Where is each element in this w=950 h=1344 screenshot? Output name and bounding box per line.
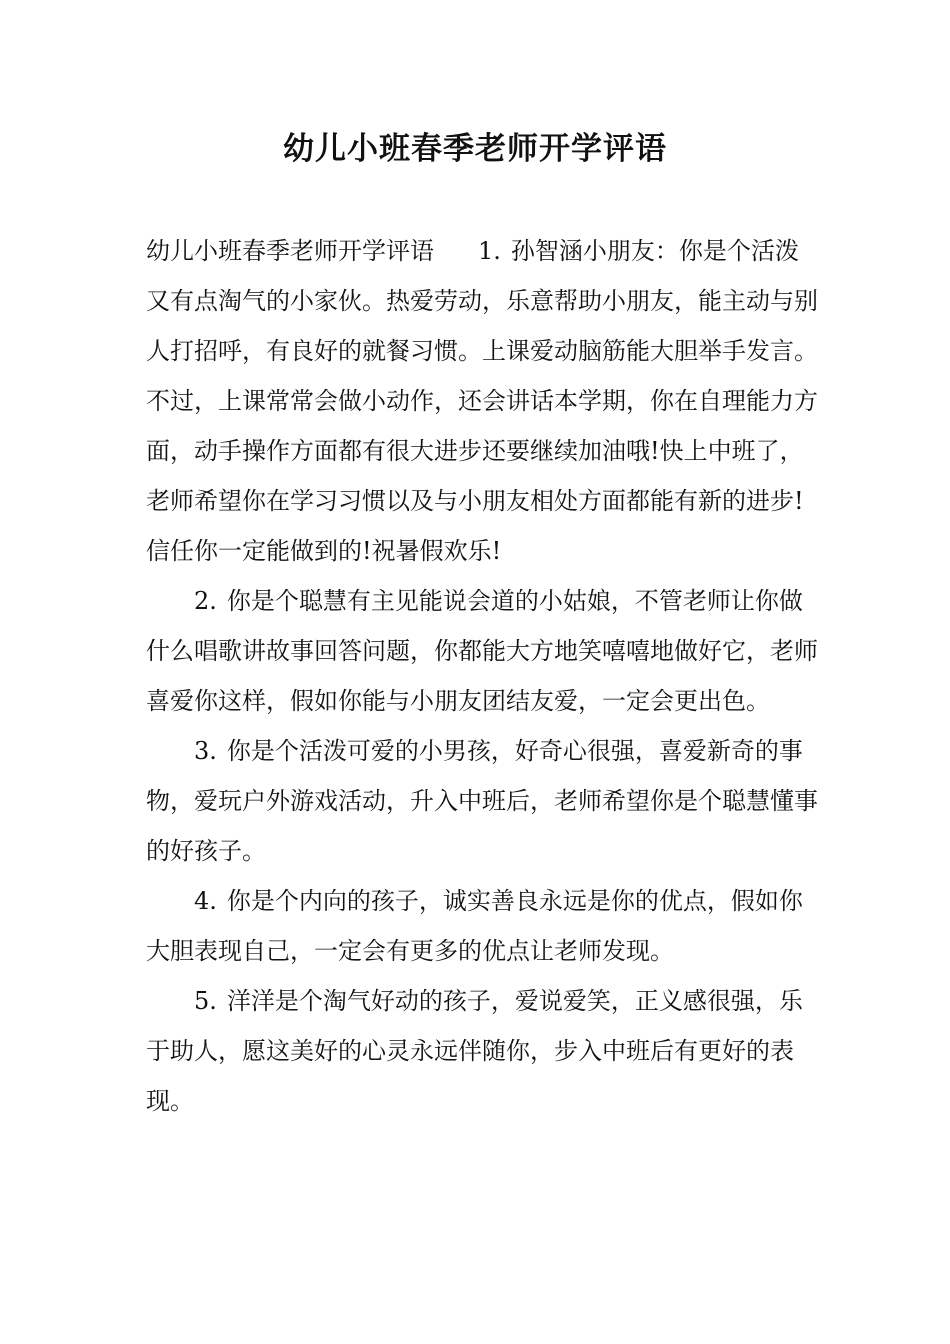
paragraph-2-text: 你是个聪慧有主见能说会道的小姑娘，不管老师让你做什么唱歌讲故事回答问题，你都能大方地笑嘻嘻地做好它，老师喜爱你这样，假如你能与小朋友团结友爱，一定会更出色。 <box>146 587 818 715</box>
paragraph-4 <box>146 876 822 976</box>
paragraph-1-lead: 幼儿小班春季老师开学评语 <box>146 237 434 265</box>
paragraph-4-text: 你是个内向的孩子，诚实善良永远是你的优点，假如你大胆表现自己，一定会有更多的优点让老师发现。 <box>146 887 803 965</box>
paragraph-3-text: 你是个活泼可爱的小男孩，好奇心很强，喜爱新奇的事物，爱玩户外游戏活动，升入中班后，老师希望你是个聪慧懂事的好孩子。 <box>146 737 818 865</box>
document-body <box>146 226 822 1126</box>
paragraph-2 <box>146 576 822 726</box>
paragraph-1 <box>146 226 822 576</box>
paragraph-3 <box>146 726 822 876</box>
paragraph-5-number: 5. <box>194 987 217 1015</box>
paragraph-3-number: 3. <box>194 737 217 765</box>
paragraph-5 <box>146 976 822 1126</box>
paragraph-4-number: 4. <box>194 887 217 915</box>
paragraph-1-number: 1. <box>478 237 501 265</box>
paragraph-2-number: 2. <box>194 587 217 615</box>
document-title: 幼儿小班春季老师开学评语 <box>283 131 667 167</box>
paragraph-1-text: 孙智涵小朋友：你是个活泼又有点淘气的小家伙。热爱劳动，乐意帮助小朋友，能主动与别人打招呼，有良好的就餐习惯。上课爱动脑筋能大胆举手发言。不过，上课常常会做小动作，还会讲话本学期，你在自理能力方面，动手操作方面都有很大进步还要继续加油哦!快上中班了，老师希望你在学习习惯以及与小朋友相处方面都能有新的进步!信任你一定能做到的!祝暑假欢乐! <box>146 237 818 565</box>
paragraph-5-text: 洋洋是个淘气好动的孩子，爱说爱笑，正义感很强，乐于助人，愿这美好的心灵永远伴随你，步入中班后有更好的表现。 <box>146 987 803 1115</box>
